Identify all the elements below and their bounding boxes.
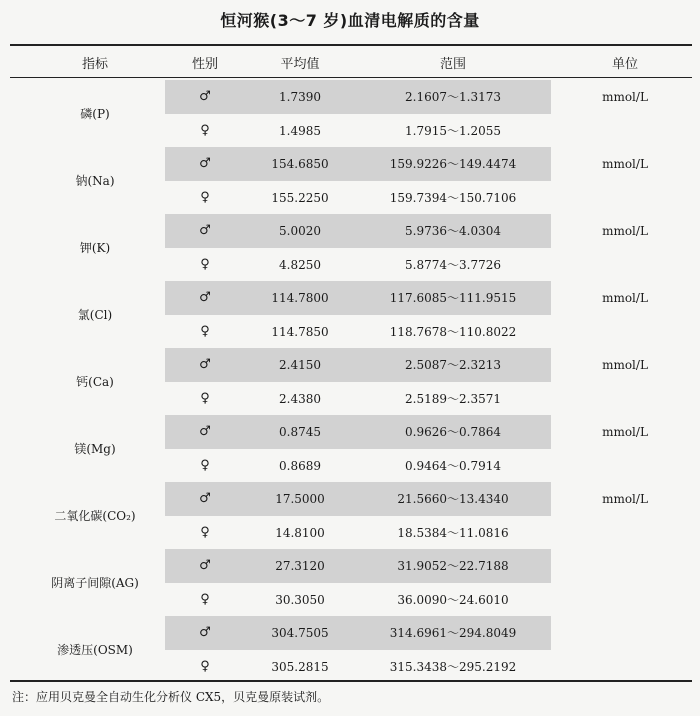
indicator-label: 钠(Na) <box>75 174 115 188</box>
female-symbol-icon: ♀ <box>200 658 210 674</box>
header-unit: 单位 <box>611 57 638 72</box>
male-mean: 2.4150 <box>279 358 321 372</box>
male-range: 2.5087～2.3213 <box>405 358 501 372</box>
unit-label: mmol/L <box>602 224 648 238</box>
female-mean: 2.4380 <box>279 391 321 406</box>
header-range: 范围 <box>439 57 466 72</box>
table-note: 注：应用贝克曼全自动生化分析仪 CX5，贝克曼原装试剂。 <box>12 690 330 704</box>
unit-label: mmol/L <box>602 157 648 171</box>
female-symbol-icon: ♀ <box>200 591 210 607</box>
female-symbol-icon: ♀ <box>200 189 210 205</box>
female-mean: 114.7850 <box>271 324 329 339</box>
female-symbol-icon: ♀ <box>200 457 210 473</box>
male-mean: 304.7505 <box>271 626 329 640</box>
male-range: 31.9052～22.7188 <box>397 559 509 573</box>
female-symbol-icon: ♀ <box>200 122 210 138</box>
female-range: 118.7678～110.8022 <box>389 324 517 339</box>
header-mean: 平均值 <box>280 57 320 72</box>
indicator-label: 钾(K) <box>79 241 111 255</box>
header-indicator: 指标 <box>81 57 108 72</box>
female-range: 315.3438～295.2192 <box>389 659 517 674</box>
female-mean: 30.3050 <box>275 592 325 607</box>
male-mean: 0.8745 <box>279 425 321 439</box>
table-title: 恒河猴(3～7 岁)血清电解质的含量 <box>220 11 480 30</box>
female-range: 0.9464～0.7914 <box>405 458 501 473</box>
male-range: 117.6085～111.9515 <box>389 291 517 305</box>
indicator-label: 磷(P) <box>80 107 110 121</box>
female-mean: 305.2815 <box>271 659 329 674</box>
male-symbol-icon: ♂ <box>199 290 211 305</box>
female-symbol-icon: ♀ <box>200 256 210 272</box>
male-range: 314.6961～294.8049 <box>389 626 517 640</box>
female-mean: 155.2250 <box>271 190 329 205</box>
male-range: 5.9736～4.0304 <box>405 224 501 238</box>
male-symbol-icon: ♂ <box>199 156 211 171</box>
unit-label: mmol/L <box>602 425 648 439</box>
unit-label: mmol/L <box>602 90 648 104</box>
female-mean: 4.8250 <box>279 257 321 272</box>
male-mean: 154.6850 <box>271 157 329 171</box>
female-mean: 1.4985 <box>279 123 321 138</box>
female-range: 1.7915～1.2055 <box>405 123 501 138</box>
male-symbol-icon: ♂ <box>199 558 211 573</box>
top-rule <box>10 44 692 46</box>
indicator-label: 二氧化碳(CO₂) <box>54 509 136 523</box>
male-mean: 5.0020 <box>279 224 321 238</box>
indicator-label: 钙(Ca) <box>76 375 114 389</box>
indicator-label: 渗透压(OSM) <box>57 643 133 657</box>
unit-label: mmol/L <box>602 492 648 506</box>
male-symbol-icon: ♂ <box>199 491 211 506</box>
male-mean: 114.7800 <box>271 291 329 305</box>
male-symbol-icon: ♂ <box>199 424 211 439</box>
male-range: 21.5660～13.4340 <box>397 492 509 506</box>
female-mean: 14.8100 <box>275 525 325 540</box>
male-range: 159.9226～149.4474 <box>389 157 517 171</box>
header-rule <box>10 77 692 78</box>
male-symbol-icon: ♂ <box>199 89 211 104</box>
header-sex: 性别 <box>191 57 218 72</box>
female-symbol-icon: ♀ <box>200 323 210 339</box>
male-mean: 17.5000 <box>275 492 325 506</box>
male-mean: 27.3120 <box>275 559 325 573</box>
male-range: 2.1607～1.3173 <box>405 90 501 104</box>
female-range: 5.8774～3.7726 <box>405 257 501 272</box>
female-symbol-icon: ♀ <box>200 524 210 540</box>
male-symbol-icon: ♂ <box>199 223 211 238</box>
male-range: 0.9626～0.7864 <box>405 425 501 439</box>
female-range: 36.0090～24.6010 <box>397 592 509 607</box>
unit-label: mmol/L <box>602 358 648 372</box>
male-mean: 1.7390 <box>279 90 321 104</box>
unit-label: mmol/L <box>602 291 648 305</box>
female-range: 159.7394～150.7106 <box>389 190 517 205</box>
unit-label <box>560 549 690 583</box>
bottom-rule <box>10 680 692 682</box>
male-symbol-icon: ♂ <box>199 357 211 372</box>
indicator-label: 阴离子间隙(AG) <box>51 576 139 590</box>
female-mean: 0.8689 <box>279 458 321 473</box>
female-symbol-icon: ♀ <box>200 390 210 406</box>
male-symbol-icon: ♂ <box>199 625 211 640</box>
indicator-label: 镁(Mg) <box>74 442 116 456</box>
female-range: 18.5384～11.0816 <box>397 525 509 540</box>
indicator-label: 氯(Cl) <box>77 308 113 322</box>
unit-label <box>560 616 690 650</box>
female-range: 2.5189～2.3571 <box>405 391 501 406</box>
